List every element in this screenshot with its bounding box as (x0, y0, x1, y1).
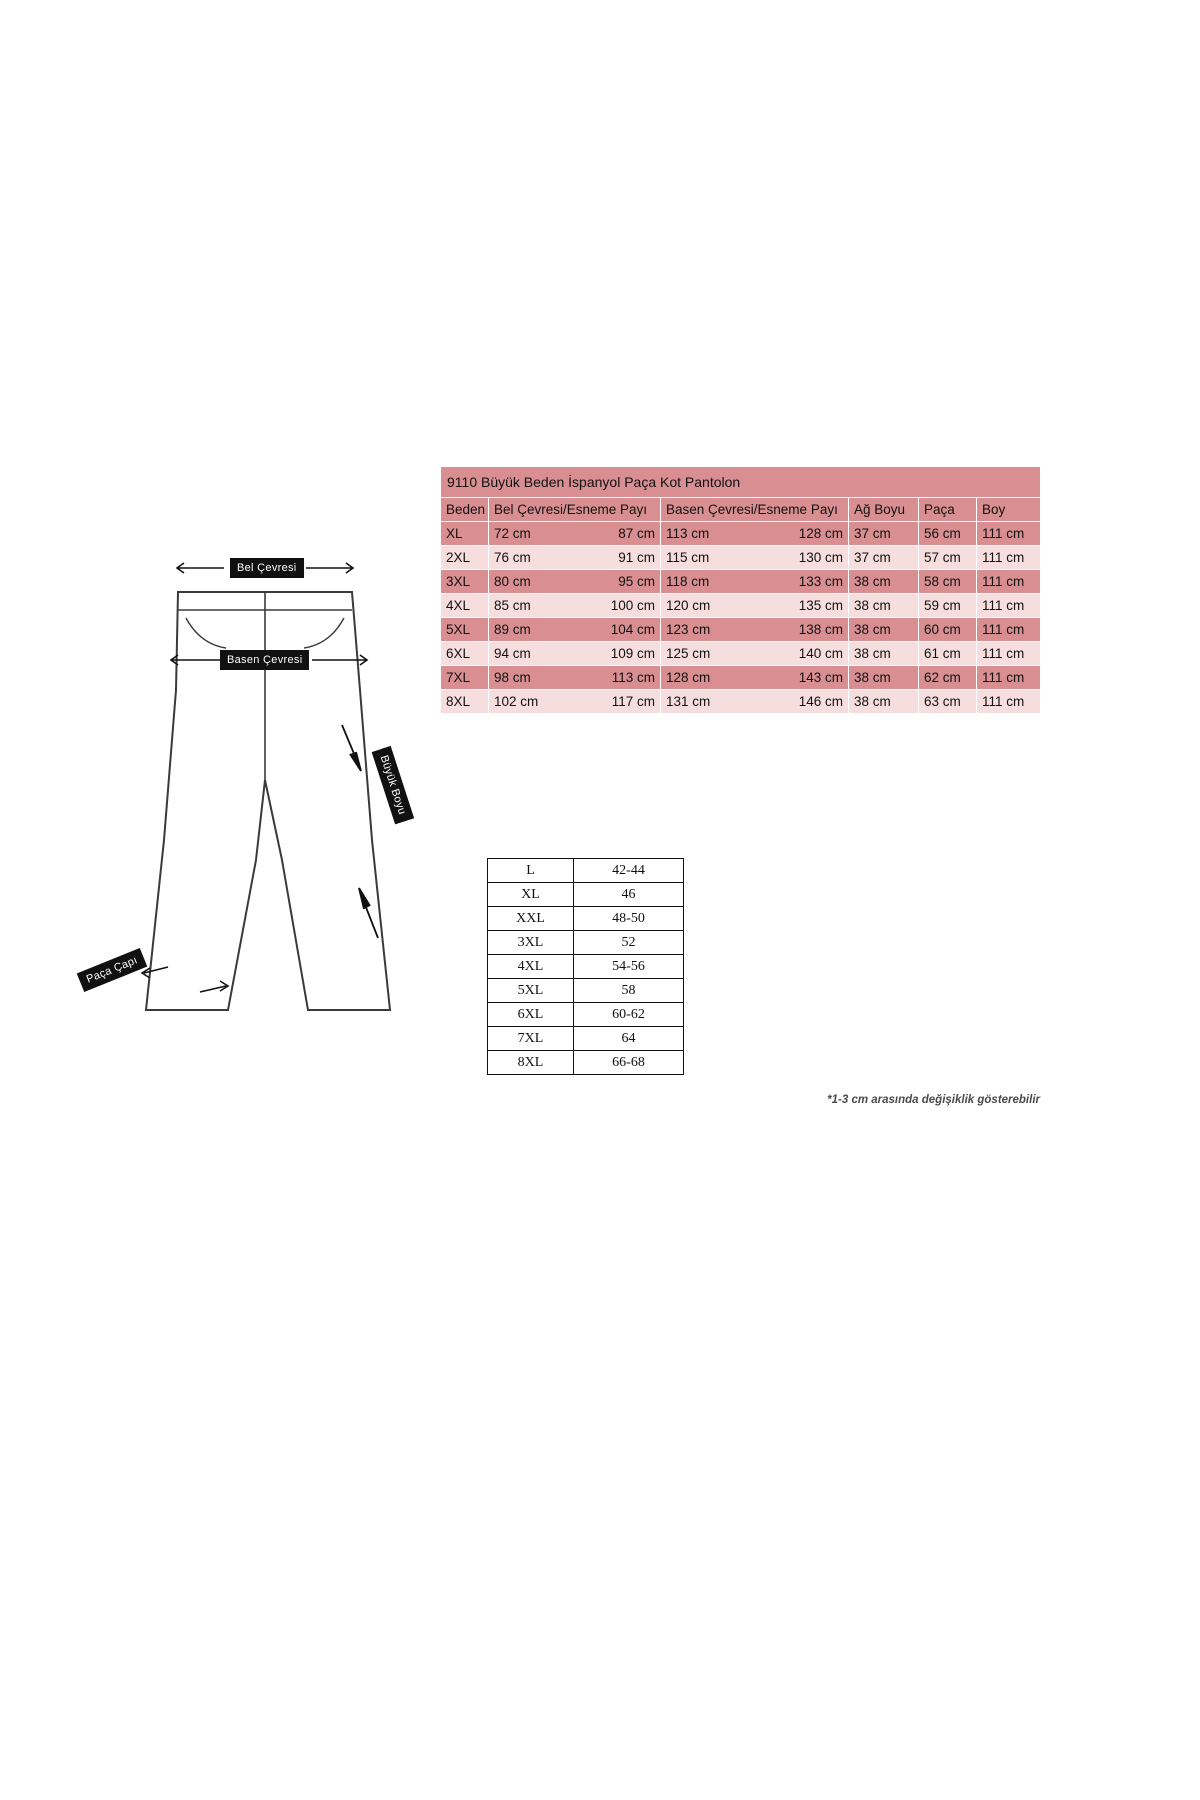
cell-ag: 37 cm (849, 522, 919, 546)
cell-ag: 37 cm (849, 546, 919, 570)
cell-paca: 56 cm (919, 522, 977, 546)
conversion-size: 5XL (488, 979, 574, 1003)
cell-beden: 4XL (441, 594, 489, 618)
cell-basen-min: 113 cm (666, 526, 710, 541)
conversion-numeric: 52 (574, 931, 684, 955)
cell-basen (661, 594, 849, 618)
conversion-numeric: 64 (574, 1027, 684, 1051)
cell-paca: 60 cm (919, 618, 977, 642)
cell-paca: 58 cm (919, 570, 977, 594)
cell-beden: 5XL (441, 618, 489, 642)
table-title-row (441, 467, 1041, 498)
conversion-size: XL (488, 883, 574, 907)
cell-bel-max: 95 cm (618, 574, 655, 589)
cell-beden: 8XL (441, 690, 489, 714)
label-leg: Paça Çapı (77, 948, 148, 992)
conversion-numeric: 60-62 (574, 1003, 684, 1027)
cell-boy: 111 cm (977, 546, 1041, 570)
cell-bel-max: 117 cm (611, 694, 655, 709)
cell-ag: 38 cm (849, 570, 919, 594)
size-conversion-table (487, 858, 684, 1075)
table-row (441, 618, 1041, 642)
cell-paca: 62 cm (919, 666, 977, 690)
cell-basen-min: 128 cm (666, 670, 711, 685)
cell-basen-min: 118 cm (666, 574, 710, 589)
cell-bel-min: 98 cm (494, 670, 531, 685)
cell-paca: 61 cm (919, 642, 977, 666)
cell-beden: XL (441, 522, 489, 546)
cell-boy: 111 cm (977, 594, 1041, 618)
cell-paca: 63 cm (919, 690, 977, 714)
header-ag: Ağ Boyu (849, 498, 919, 522)
cell-paca: 59 cm (919, 594, 977, 618)
conversion-size: L (488, 859, 574, 883)
conversion-row (488, 883, 684, 907)
cell-basen-max: 135 cm (798, 598, 843, 613)
cell-bel-min: 85 cm (494, 598, 531, 613)
cell-bel-max: 91 cm (618, 550, 655, 565)
cell-bel (489, 690, 661, 714)
conversion-numeric: 58 (574, 979, 684, 1003)
table-title: 9110 Büyük Beden İspanyol Paça Kot Pantolon (441, 467, 1041, 498)
conversion-row (488, 1051, 684, 1075)
cell-basen (661, 618, 849, 642)
cell-bel (489, 642, 661, 666)
label-length: Büyük Boyu (372, 746, 414, 824)
header-bel: Bel Çevresi/Esneme Payı (489, 498, 661, 522)
cell-basen-min: 125 cm (666, 646, 711, 661)
table-row (441, 546, 1041, 570)
label-waist: Bel Çevresi (230, 558, 304, 578)
cell-bel (489, 570, 661, 594)
cell-beden: 6XL (441, 642, 489, 666)
cell-boy: 111 cm (977, 690, 1041, 714)
conversion-size: 4XL (488, 955, 574, 979)
cell-ag: 38 cm (849, 666, 919, 690)
cell-bel-max: 113 cm (611, 670, 655, 685)
cell-bel-min: 72 cm (494, 526, 531, 541)
conversion-row (488, 979, 684, 1003)
conversion-numeric: 46 (574, 883, 684, 907)
cell-bel (489, 522, 661, 546)
cell-basen (661, 690, 849, 714)
cell-bel-max: 100 cm (610, 598, 655, 613)
cell-boy: 111 cm (977, 618, 1041, 642)
table-header-row (441, 498, 1041, 522)
cell-basen-min: 115 cm (666, 550, 710, 565)
size-table (440, 466, 1041, 714)
cell-bel (489, 618, 661, 642)
conversion-row (488, 955, 684, 979)
header-paca: Paça (919, 498, 977, 522)
cell-ag: 38 cm (849, 594, 919, 618)
cell-basen-max: 130 cm (798, 550, 843, 565)
conversion-row (488, 859, 684, 883)
cell-boy: 111 cm (977, 642, 1041, 666)
table-row (441, 690, 1041, 714)
conversion-size: XXL (488, 907, 574, 931)
table-row (441, 570, 1041, 594)
cell-bel (489, 546, 661, 570)
cell-bel (489, 594, 661, 618)
conversion-numeric: 42-44 (574, 859, 684, 883)
cell-bel-min: 80 cm (494, 574, 531, 589)
cell-beden: 2XL (441, 546, 489, 570)
cell-boy: 111 cm (977, 666, 1041, 690)
conversion-numeric: 48-50 (574, 907, 684, 931)
cell-beden: 7XL (441, 666, 489, 690)
cell-basen-min: 123 cm (666, 622, 711, 637)
conversion-numeric: 54-56 (574, 955, 684, 979)
conversion-size: 8XL (488, 1051, 574, 1075)
header-basen: Basen Çevresi/Esneme Payı (661, 498, 849, 522)
table-row (441, 642, 1041, 666)
cell-basen-max: 133 cm (798, 574, 843, 589)
cell-bel-max: 109 cm (610, 646, 655, 661)
table-row (441, 522, 1041, 546)
conversion-row (488, 907, 684, 931)
cell-boy: 111 cm (977, 522, 1041, 546)
conversion-numeric: 66-68 (574, 1051, 684, 1075)
table-row (441, 594, 1041, 618)
header-boy: Boy (977, 498, 1041, 522)
conversion-size: 7XL (488, 1027, 574, 1051)
cell-ag: 38 cm (849, 618, 919, 642)
cell-bel (489, 666, 661, 690)
cell-ag: 38 cm (849, 642, 919, 666)
cell-basen-min: 131 cm (666, 694, 711, 709)
cell-beden: 3XL (441, 570, 489, 594)
cell-bel-min: 102 cm (494, 694, 539, 709)
cell-paca: 57 cm (919, 546, 977, 570)
cell-bel-max: 87 cm (618, 526, 655, 541)
footnote-text: *1-3 cm arasında değişiklik gösterebilir (827, 1094, 1040, 1106)
conversion-size: 3XL (488, 931, 574, 955)
label-hip: Basen Çevresi (220, 650, 309, 670)
cell-basen (661, 570, 849, 594)
cell-basen (661, 666, 849, 690)
cell-basen-max: 140 cm (798, 646, 843, 661)
cell-basen (661, 546, 849, 570)
conversion-row (488, 1003, 684, 1027)
cell-basen (661, 642, 849, 666)
cell-basen-min: 120 cm (666, 598, 711, 613)
cell-ag: 38 cm (849, 690, 919, 714)
conversion-size: 6XL (488, 1003, 574, 1027)
conversion-row (488, 931, 684, 955)
cell-bel-min: 94 cm (494, 646, 531, 661)
cell-basen-max: 128 cm (798, 526, 843, 541)
pants-measurement-diagram (60, 540, 480, 1040)
cell-bel-min: 89 cm (494, 622, 531, 637)
cell-basen (661, 522, 849, 546)
header-beden: Beden (441, 498, 489, 522)
cell-bel-max: 104 cm (610, 622, 655, 637)
conversion-row (488, 1027, 684, 1051)
cell-basen-max: 138 cm (798, 622, 843, 637)
cell-basen-max: 143 cm (798, 670, 843, 685)
table-row (441, 666, 1041, 690)
cell-bel-min: 76 cm (494, 550, 531, 565)
cell-basen-max: 146 cm (798, 694, 843, 709)
cell-boy: 111 cm (977, 570, 1041, 594)
